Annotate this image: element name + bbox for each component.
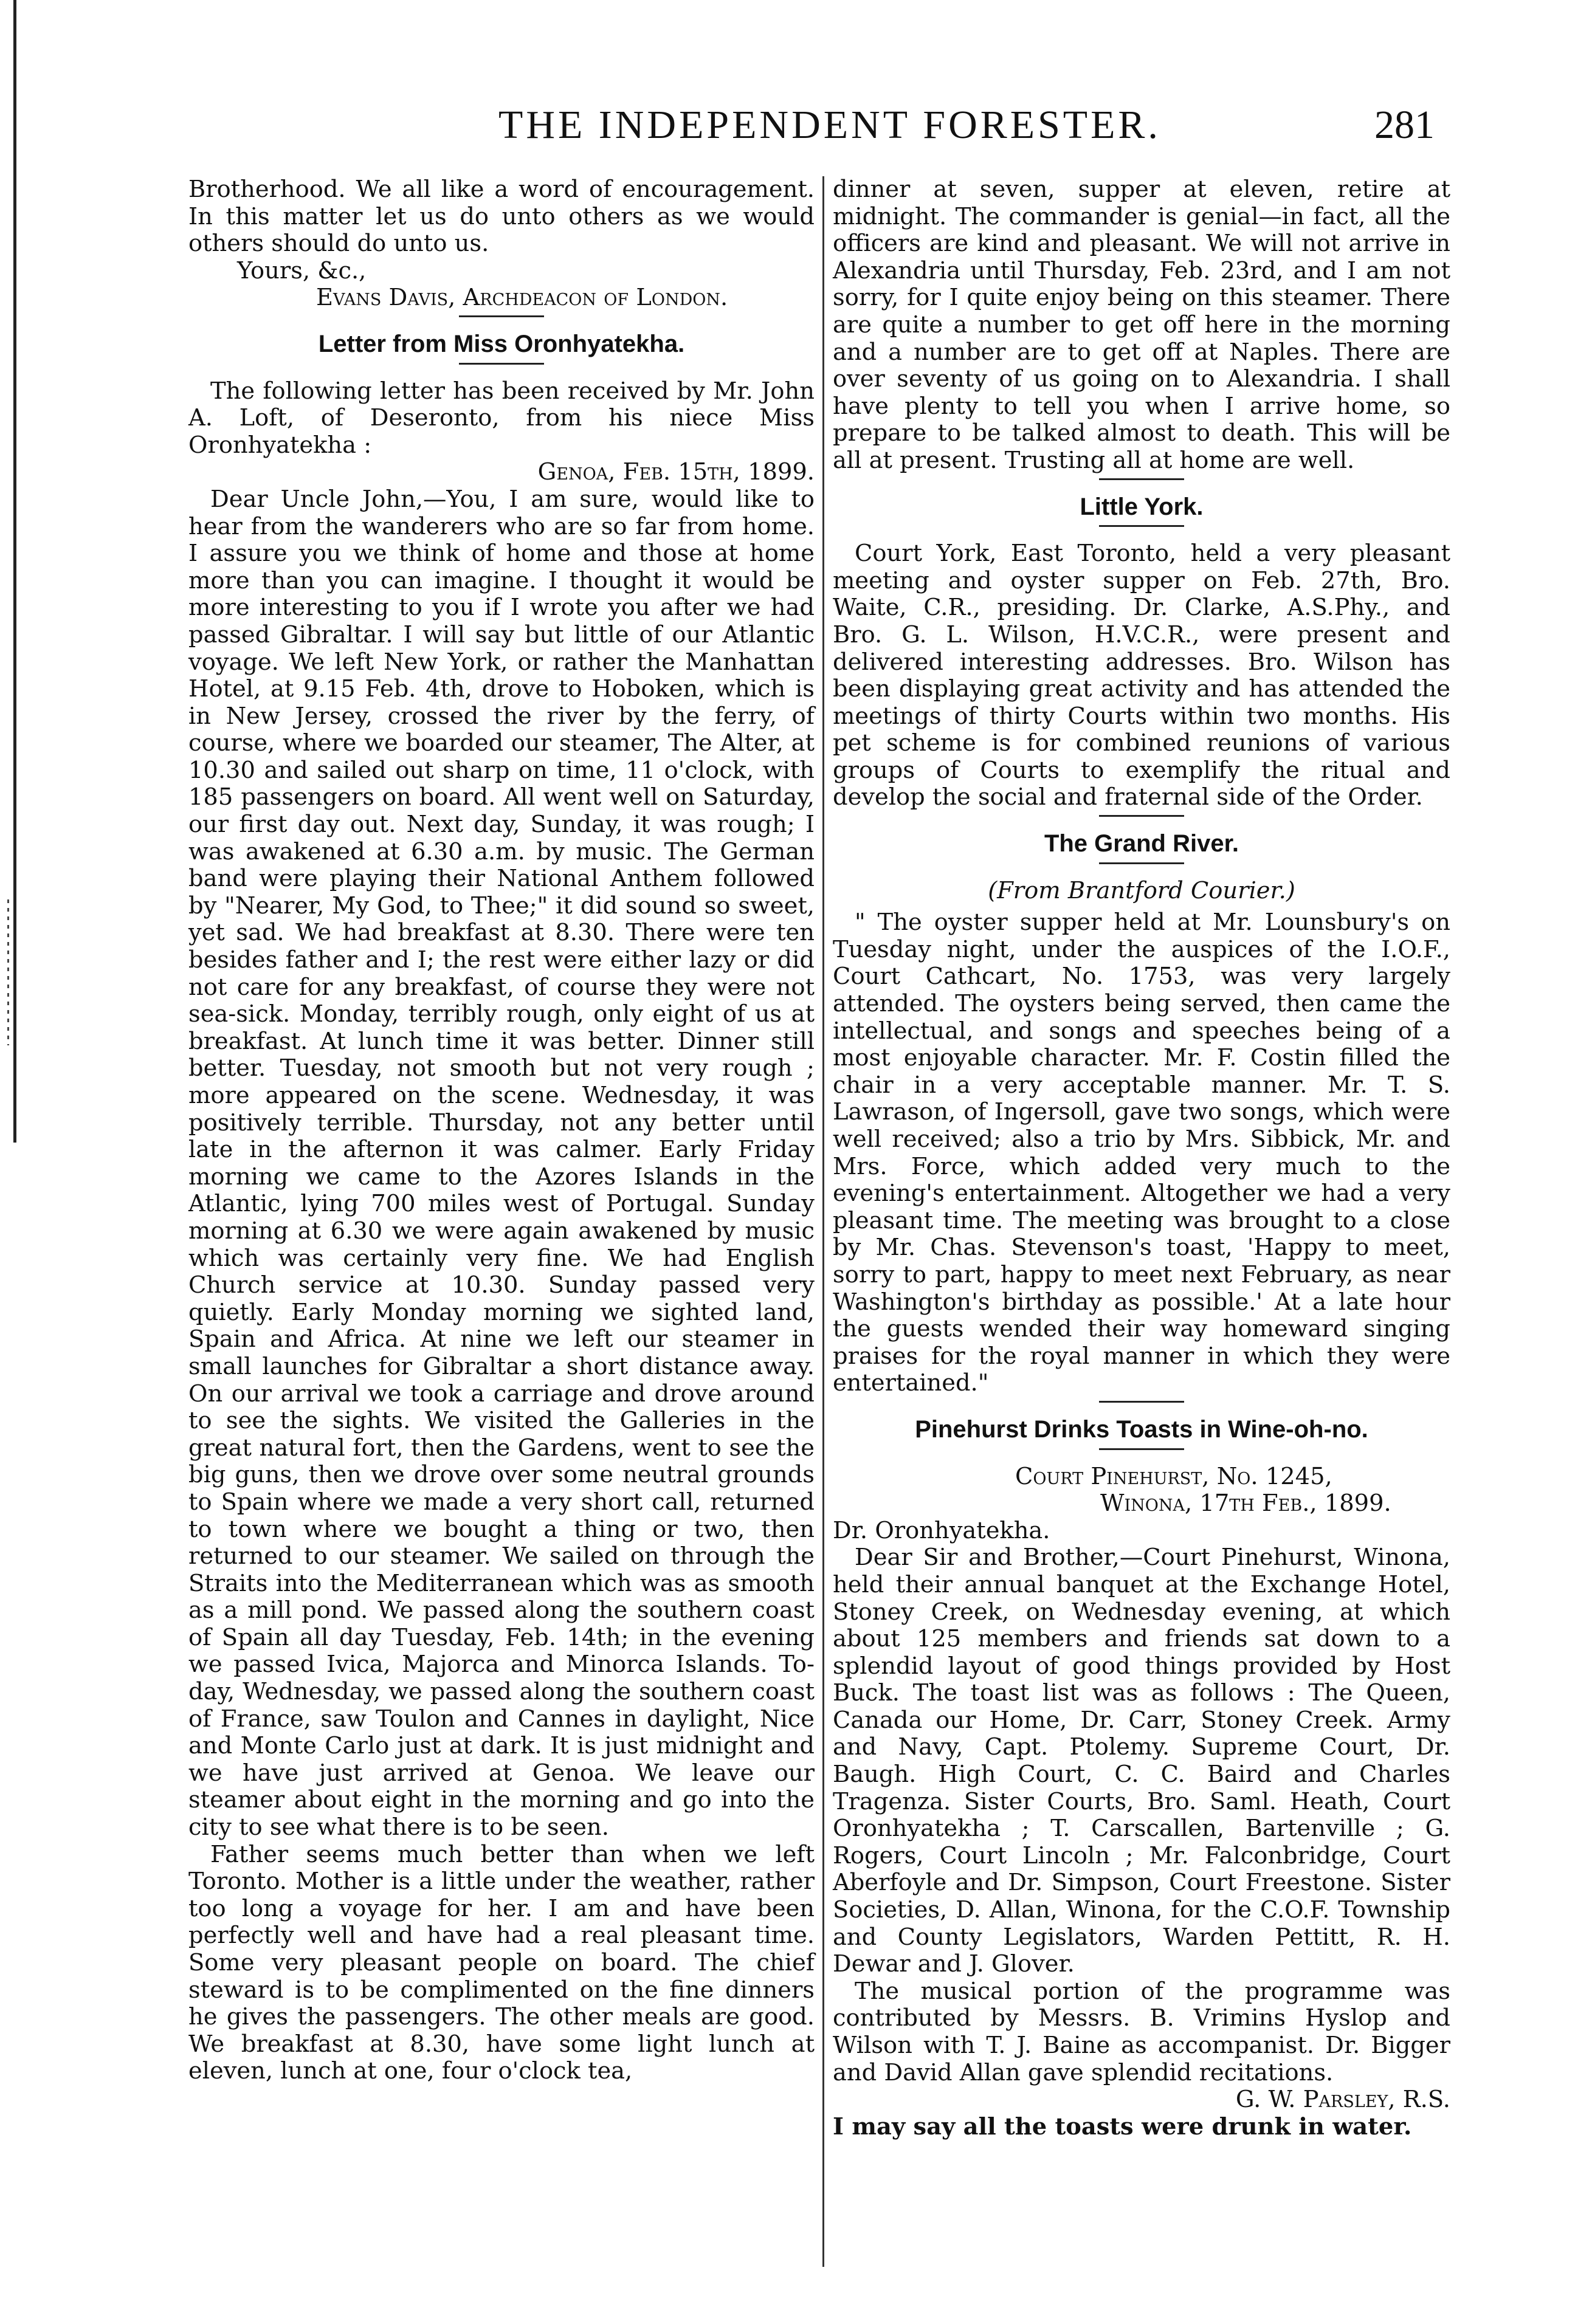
source-credit: (From Brantford Courier.) — [988, 876, 1295, 904]
column-divider — [822, 176, 824, 2267]
section-rule — [1099, 1401, 1184, 1403]
letter-dateline: Genoa, Feb. 15th, 1899. — [537, 458, 815, 486]
heading-grand-river: The Grand River. — [1044, 830, 1239, 858]
heading-rule — [459, 363, 544, 365]
court-address-line-2: Winona, 17th Feb., 1899. — [1100, 1490, 1391, 1518]
heading-rule — [1099, 862, 1184, 864]
pinehurst-paragraph: Dear Sir and Brother,—Court Pinehurst, Winona, held their annual banquet at the Exchange Hotel, Stoney Creek, on Wednesday evening, at which about 125 members and friends sat down to a splendid layout of good things provided by Host Buck. The toast list was as follows : The Queen, Canada our Home, Dr. Carr, Stoney Creek. Army and Navy, Capt. Ptolemy. Supreme Court, Dr. Baugh. High Court, C. C. Baird and Charles Tragenza. Sister Courts, Bro. Saml. Heath, Court Oronhyatekha ; T. Carscallen, Bartenville ; G. Rogers, Court Lincoln ; Mr. Falconbridge, Court Aberfoyle and Dr. Simpson, Court Freestone. Sister Societies, D. Allan, Winona, for the C.O.F. Township and County Legislators, Warden Pettitt, R. H. Dewar and J. Glover. — [833, 1544, 1450, 1978]
letter-body-paragraph: Dear Uncle John,—You, I am sure, would like to hear from the wanderers who are so far from home. I assure you we think of home and those at home more than you can imagine. I thought it would be more interesting to you if I wrote you after we had passed Gibraltar. I will say but little of our Atlantic voyage. We left New York, or rather the Manhattan Hotel, at 9.15 Feb. 4th, drove to Hoboken, which is in New Jersey, crossed the river by the ferry, of course, where we boarded our steamer, The Alter, at 10.30 and sailed out sharp on time, 11 o'clock, with 185 passengers on board. All went well on Saturday, our first day out. Next day, Sunday, it was rough; I was awakened at 6.30 a.m. by music. The German band were playing their National Anthem followed by "Nearer, My God, to Thee;" it did sound so sweet, yet sad. We had breakfast at 8.30. There were ten besides father and I; the rest were either lazy or did not care for any breakfast, of course they were not sea-sick. Monday, terribly rough, only eight of us at breakfast. At lunch time it was better. Dinner still better. Tuesday, not smooth but not very rough ; more appeared on the scene. Wednesday, it was positively terrible. Thursday, not any better until late in the afternon it was calmer. Early Friday morning we came to the Azores Islands in the Atlantic, lying 700 miles west of Portugal. Sunday morning at 6.30 we were again awakened by music which was certainly very fine. We had English Church service at 10.30. Sunday passed very quietly. Early Monday morning we sighted land, Spain and Africa. At nine we left our steamer in small launches for Gibraltar a short distance away. On our arrival we took a carriage and drove around to see the sights. We visited the Galleries in the great natural fort, then the Gardens, went to see the big guns, then we drove over some neutral grounds to Spain where we made a very short call, returned to town where we bought a thing or two, then returned to our steamer. We sailed on through the Straits into the Mediterranean which was as smooth as a mill pond. We passed along the southern coast of Spain all day Tuesday, Feb. 14th; in the evening we passed Ivica, Majorca and Minorca Islands. To-day, Wednesday, we passed along the southern coast of France, saw Toulon and Cannes in daylight, Nice and Monte Carlo just at dark. It is just midnight and we have just arrived at Genoa. We leave our steamer about eight in the morning and go into the city to see what there is to be seen. — [188, 485, 815, 1841]
section-rule — [459, 315, 544, 317]
running-title: THE INDEPENDENT FORESTER. — [498, 103, 1161, 147]
page-number: 281 — [1374, 103, 1435, 147]
secretary-signature: G. W. Parsley, R.S. — [1235, 2086, 1450, 2114]
left-column — [188, 176, 815, 2085]
section-rule — [1099, 478, 1184, 480]
heading-little-york: Little York. — [1080, 493, 1204, 520]
music-paragraph: The musical portion of the programme was contributed by Messrs. B. Vrimins Hyslop and Wilson with T. J. Baine as accompanist. Dr. Bigger and David Allan gave splendid recitations. — [833, 1977, 1450, 2086]
court-address-line-1: Court Pinehurst, No. 1245, — [1015, 1462, 1332, 1490]
letter-body-paragraph-2: Father seems much better than when we left Toronto. Mother is a little under the weather, rather too long a voyage for her. I am and have been perfectly well and have had a real pleasant time. Some very pleasant people on board. The chief steward is to be complimented on the fine dinners he gives the passengers. The other meals are good. We breakfast at 8.30, have some light lunch at eleven, lunch at one, four o'clock tea, — [188, 1840, 815, 2085]
heading-pinehurst: Pinehurst Drinks Toasts in Wine-oh-no. — [915, 1415, 1368, 1443]
letter-valediction: Yours, &c., — [237, 256, 367, 284]
letter-intro: The following letter has been received by Mr. John A. Loft, of Deseronto, from his niece Miss Oronhyatekha : — [188, 377, 815, 459]
binding-edge-rule — [13, 0, 16, 1143]
letter-salutation: Dr. Oronhyatekha. — [833, 1516, 1050, 1544]
letter-continuation: dinner at seven, supper at eleven, retire at midnight. The commander is genial—in fact, all the officers are kind and pleasant. We will not arrive in Alexandria until Thursday, Feb. 23rd, and I am not sorry, for I quite enjoy being on this steamer. There are quite a number to get off here in the morning and a number are to get off at Naples. There are over seventy of us going on to Alexandria. I shall have plenty to tell you when I arrive home, so prepare to be talked almost to death. This will be all at present. Trusting all at home are well. — [833, 176, 1450, 474]
grand-river-paragraph: " The oyster supper held at Mr. Lounsbury's on Tuesday night, under the auspices of the I.O.F., Court Cathcart, No. 1753, was very largely attended. The oysters being served, then came the intellectual, and songs and speeches being of a most enjoyable character. Mr. F. Costin filled the chair in a very acceptable manner. Mr. T. S. Lawrason, of Ingersoll, gave two songs, which were well received; also a trio by Mrs. Sibbick, Mr. and Mrs. Force, which added very much to the evening's entertainment. Altogether we had a very pleasant time. The meeting was brought to a close by Mr. Chas. Stevenson's toast, 'Happy to meet, sorry to part, happy to meet next February, as near Washington's birthday as possible.' At a late hour the guests wended their way homeward singing praises for the royal manner in which they were entertained." — [833, 909, 1450, 1397]
heading-oronhyatekha-letter: Letter from Miss Oronhyatekha. — [318, 330, 685, 357]
heading-rule — [1099, 525, 1184, 527]
binding-edge-marks — [7, 899, 9, 1045]
section-rule — [1099, 815, 1184, 817]
right-column — [833, 176, 1450, 2140]
closing-remark: I may say all the toasts were drunk in water. — [833, 2113, 1412, 2140]
heading-rule — [1099, 1448, 1184, 1450]
little-york-paragraph: Court York, East Toronto, held a very pleasant meeting and oyster supper on Feb. 27th, Bro. Waite, C.R., presiding. Dr. Clarke, A.S.Phy., and Bro. G. L. Wilson, H.V.C.R., were present and delivered interesting addresses. Bro. Wilson has been displaying great activity and has attended the meetings of thirty Courts within two months. His pet scheme is for combined reunions of various groups of Courts to exemplify the ritual and develop the social and fraternal side of the Order. — [833, 540, 1450, 811]
running-head — [182, 102, 1435, 163]
letter-signature: Evans Davis, Archdeacon of London. — [316, 284, 728, 312]
paragraph-closing-letter: Brotherhood. We all like a word of encouragement. In this matter let us do unto others as we would others should do unto us. — [188, 176, 815, 258]
